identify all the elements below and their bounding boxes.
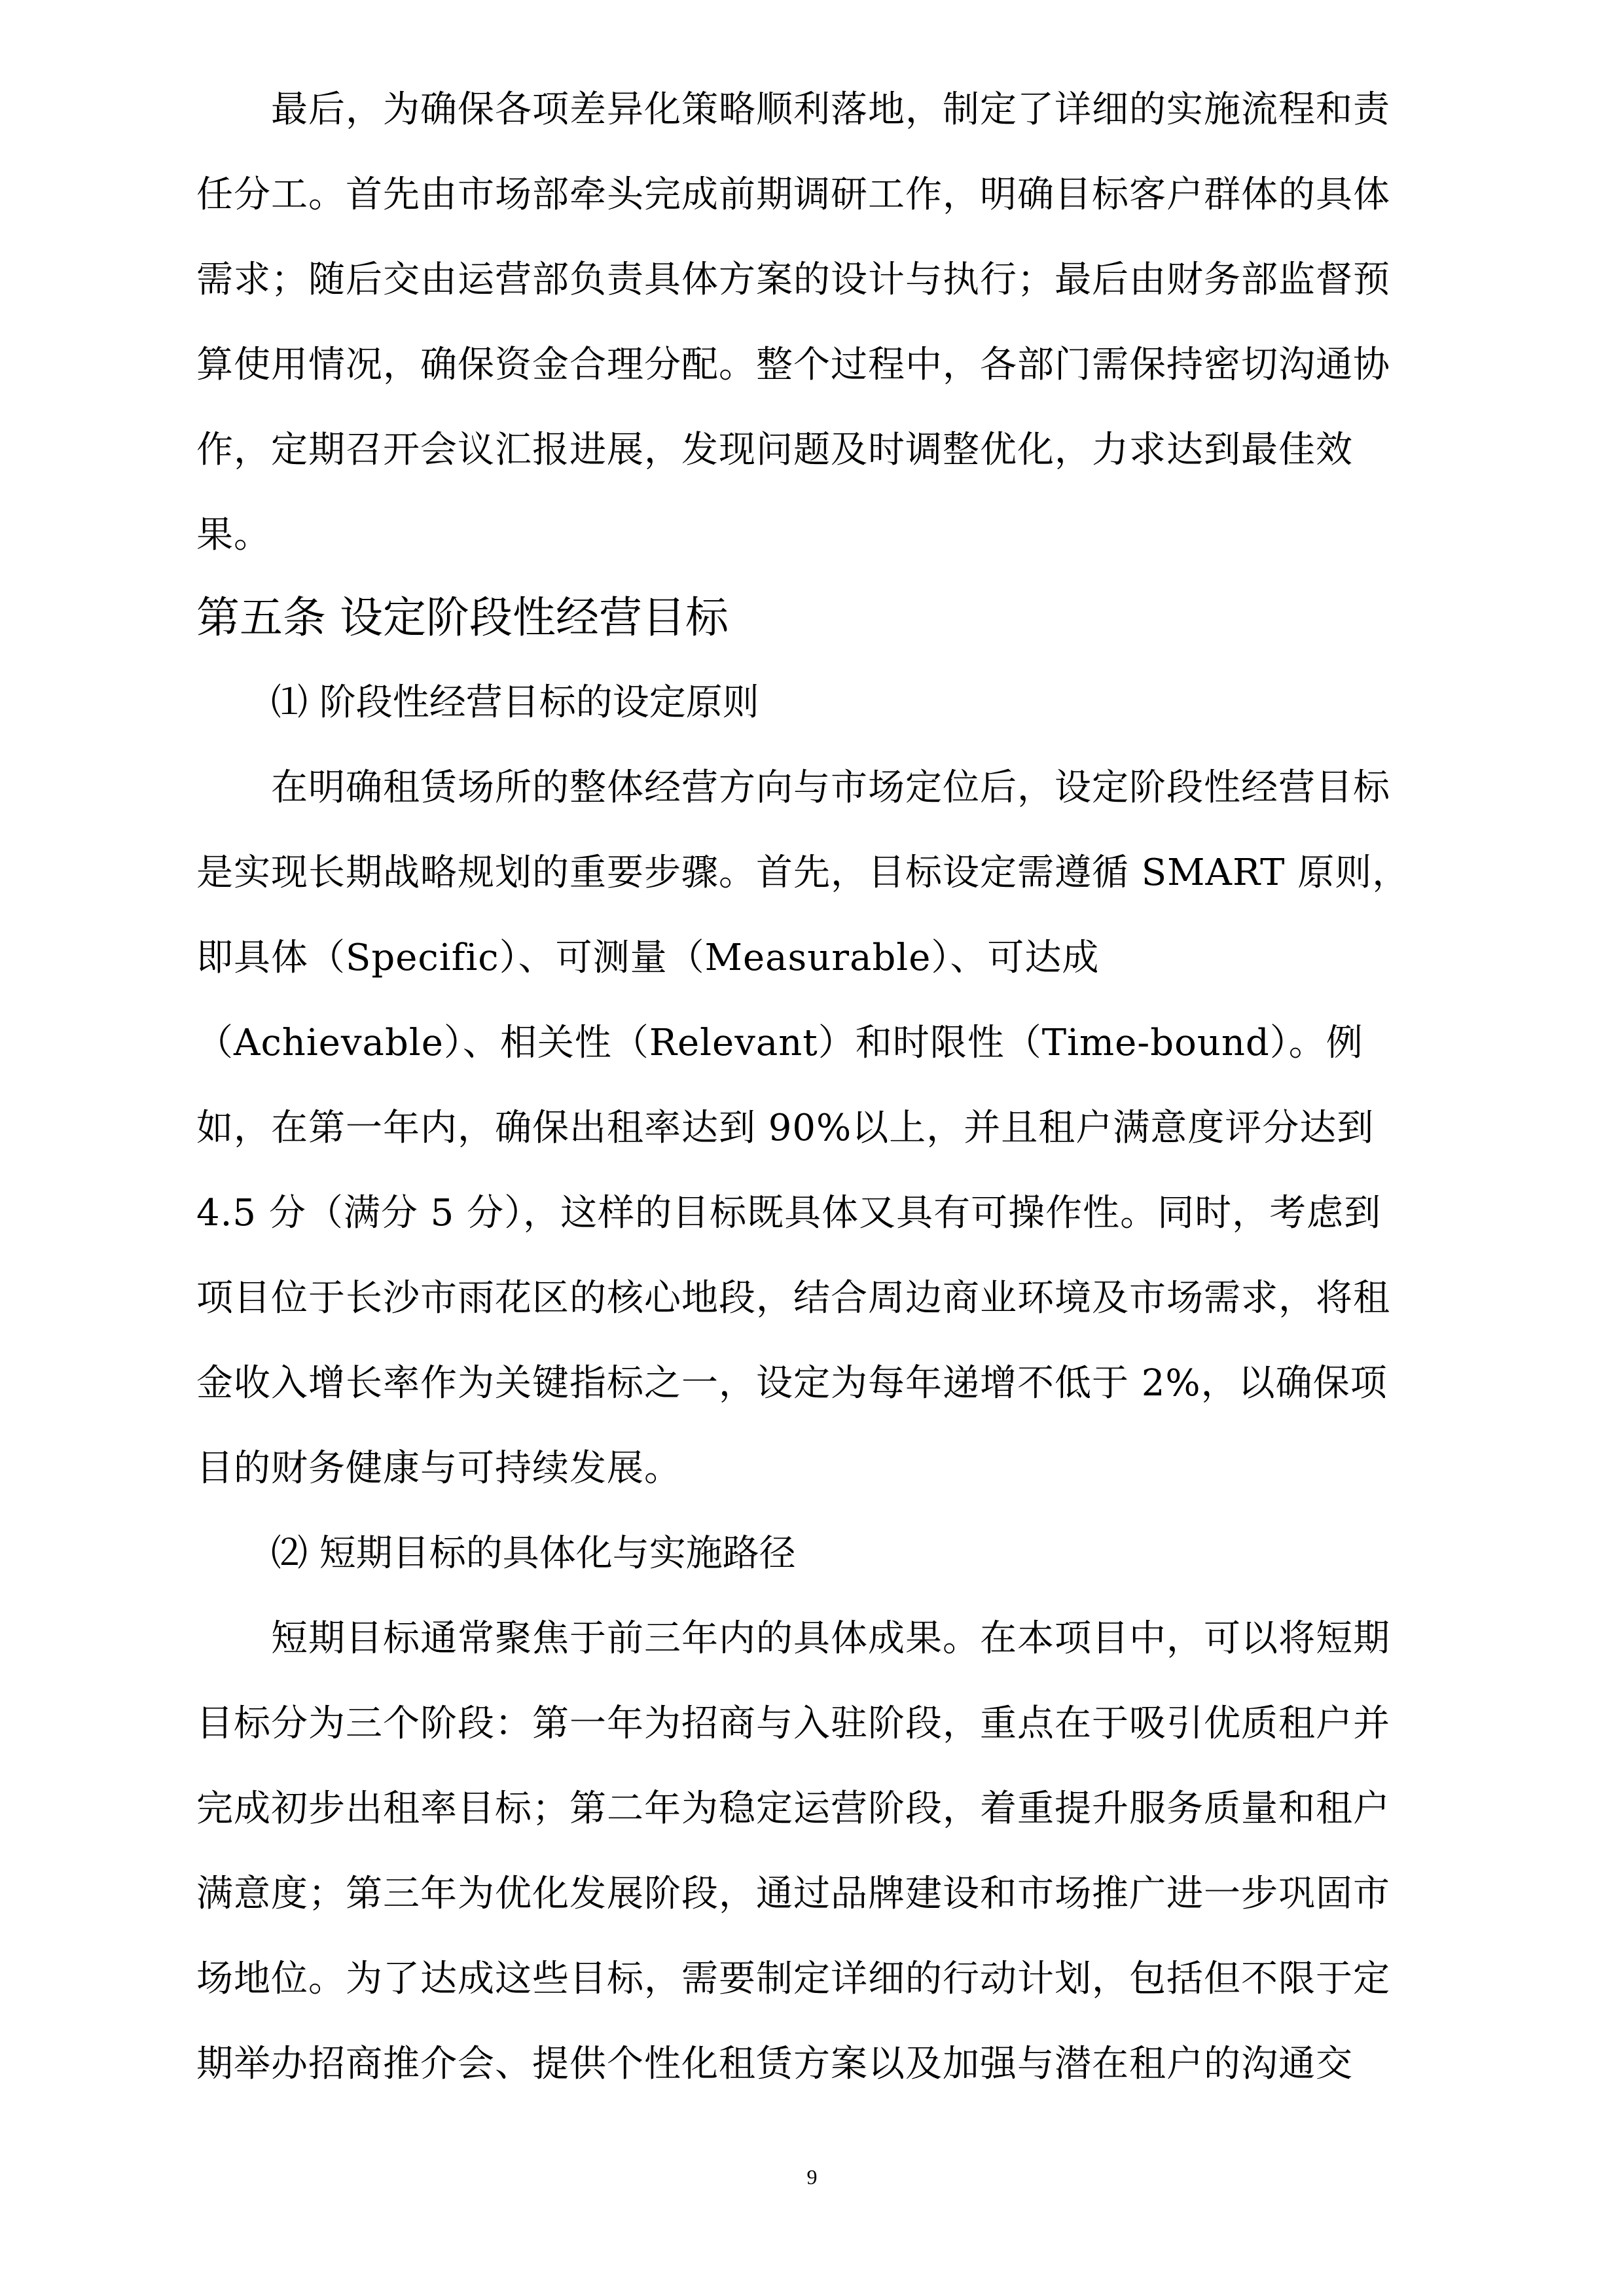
- paragraph-line: 4.5 分（满分 5 分），这样的目标既具体又具有可操作性。同时，考虑到: [196, 1192, 1382, 1234]
- paragraph-line: 最后，为确保各项差异化策略顺利落地，制定了详细的实施流程和责: [271, 88, 1390, 131]
- paragraph-line: 满意度；第三年为优化发展阶段，通过品牌建设和市场推广进一步巩固市: [196, 1873, 1390, 1915]
- paragraph-line: 即具体（Specific）、可测量（Measurable）、可达成: [196, 937, 1100, 979]
- paragraph-line: 期举办招商推介会、提供个性化租赁方案以及加强与潜在租户的沟通交: [196, 2043, 1353, 2085]
- paragraph-line: 目标分为三个阶段：第一年为招商与入驻阶段，重点在于吸引优质租户并: [196, 1702, 1390, 1745]
- paragraph-line: 完成初步出租率目标；第二年为稳定运营阶段，着重提升服务质量和租户: [196, 1787, 1390, 1830]
- paragraph-line: 算使用情况，确保资金合理分配。整个过程中，各部门需保持密切沟通协: [196, 344, 1390, 386]
- paragraph-line: 目的财务健康与可持续发展。: [196, 1447, 681, 1490]
- paragraph-line: 是实现长期战略规划的重要步骤。首先，目标设定需遵循 SMART 原则，: [196, 852, 1410, 894]
- paragraph-line: 果。: [196, 514, 271, 556]
- section-heading: 第五条 设定阶段性经营目标: [196, 592, 729, 643]
- paragraph-line: 短期目标通常聚焦于前三年内的具体成果。在本项目中，可以将短期: [271, 1617, 1390, 1660]
- paragraph-line: 如，在第一年内，确保出租率达到 90%以上，并且租户满意度评分达到: [196, 1107, 1375, 1149]
- paragraph-line: 作，定期召开会议汇报进展，发现问题及时调整优化，力求达到最佳效: [196, 429, 1353, 471]
- paragraph-line: 在明确租赁场所的整体经营方向与市场定位后，设定阶段性经营目标: [271, 766, 1390, 809]
- page-number: 9: [806, 2165, 818, 2189]
- paragraph-line: 需求；随后交由运营部负责具体方案的设计与执行；最后由财务部监督预: [196, 259, 1390, 301]
- paragraph-line: 金收入增长率作为关键指标之一，设定为每年递增不低于 2%，以确保项: [196, 1362, 1388, 1405]
- subsection-title: ⑵ 短期目标的具体化与实施路径: [271, 1532, 796, 1575]
- paragraph-line: （Achievable）、相关性（Relevant）和时限性（Time-bound）。例: [196, 1022, 1363, 1064]
- paragraph-line: 项目位于长沙市雨花区的核心地段，结合周边商业环境及市场需求，将租: [196, 1277, 1390, 1319]
- subsection-title: ⑴ 阶段性经营目标的设定原则: [271, 681, 759, 724]
- paragraph-line: 任分工。首先由市场部牵头完成前期调研工作，明确目标客户群体的具体: [196, 173, 1390, 216]
- paragraph-line: 场地位。为了达成这些目标，需要制定详细的行动计划，包括但不限于定: [196, 1958, 1390, 2000]
